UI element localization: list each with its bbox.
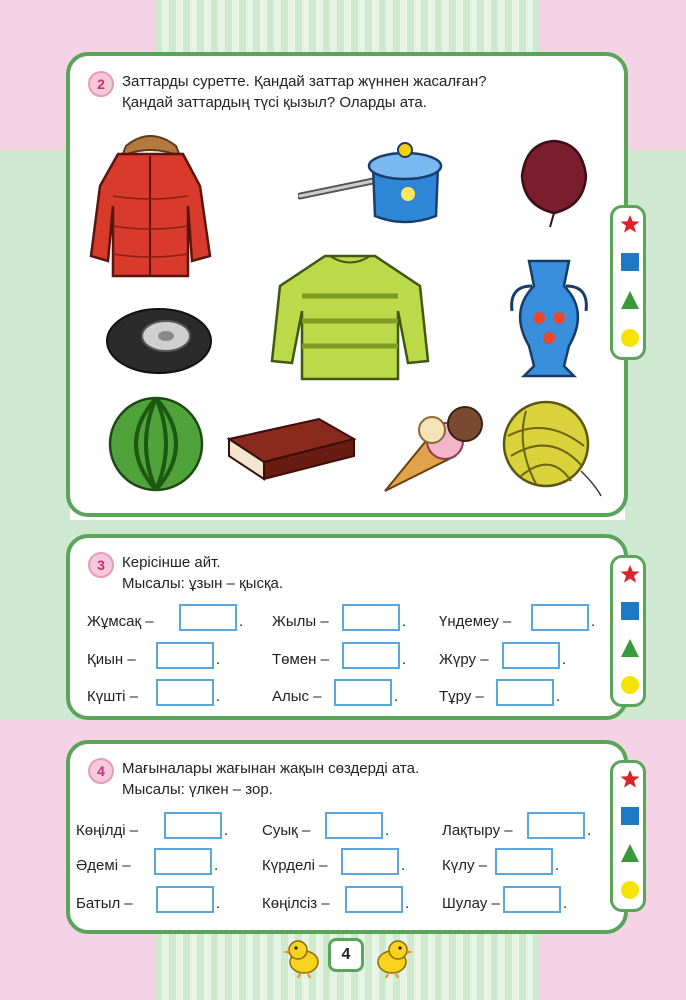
star-icon [620, 214, 640, 234]
word-label: Көңілді – [76, 822, 139, 839]
period: . [224, 822, 229, 839]
square-icon [620, 252, 640, 272]
word-label: Суық – [262, 822, 311, 839]
period: . [216, 895, 221, 912]
answer-box[interactable] [164, 812, 222, 839]
word-label: Төмен – [272, 651, 329, 668]
period: . [214, 857, 219, 874]
word-label: Тұру – [439, 688, 484, 705]
saucepan-picture [298, 136, 448, 231]
word-label: Жылы – [272, 613, 329, 630]
yarn-ball-picture [496, 396, 606, 501]
beetroot-picture [514, 131, 594, 231]
answer-box[interactable] [502, 642, 560, 669]
star-icon [620, 564, 640, 584]
background-stripes-top [155, 0, 540, 60]
word-label: Лақтыру – [442, 822, 513, 839]
blue-vase-picture [504, 256, 594, 381]
word-label: Күрделі – [262, 857, 328, 874]
triangle-icon [620, 638, 640, 658]
period: . [385, 822, 390, 839]
ice-cream-picture [380, 396, 490, 496]
task-4-panel [66, 740, 628, 934]
word-label: Жұмсақ – [87, 613, 154, 630]
task-3-instruction-line-1: Керісінше айт. [122, 554, 221, 571]
shape-tab [610, 555, 646, 707]
task-number-badge: 4 [88, 758, 114, 784]
period: . [216, 688, 221, 705]
word-label: Күлу – [442, 857, 487, 874]
circle-icon [620, 675, 640, 695]
period: . [563, 895, 568, 912]
period: . [555, 857, 560, 874]
answer-box[interactable] [156, 642, 214, 669]
word-label: Қиын – [87, 651, 136, 668]
square-icon [620, 806, 640, 826]
square-icon [620, 601, 640, 621]
answer-box[interactable] [527, 812, 585, 839]
book-picture [224, 414, 359, 484]
word-label: Алыс – [272, 688, 322, 705]
task-2-instruction-line-2: Қандай заттардың түсі қызыл? Оларды ата. [122, 94, 427, 111]
answer-box[interactable] [495, 848, 553, 875]
green-sweater-picture [270, 251, 430, 386]
task-3-panel [66, 534, 628, 720]
word-label: Батыл – [76, 895, 133, 912]
task-number-badge: 3 [88, 552, 114, 578]
answer-box[interactable] [496, 679, 554, 706]
circle-icon [620, 880, 640, 900]
answer-box[interactable] [156, 886, 214, 913]
period: . [591, 613, 596, 630]
task-4-instruction-line-1: Мағыналары жағынан жақын сөздерді ата. [122, 760, 420, 777]
answer-box[interactable] [503, 886, 561, 913]
period: . [405, 895, 410, 912]
answer-box[interactable] [345, 886, 403, 913]
task-2-panel [66, 52, 628, 517]
shape-tab [610, 205, 646, 360]
answer-box[interactable] [179, 604, 237, 631]
period: . [587, 822, 592, 839]
tire-picture [104, 306, 214, 376]
task-4-example: Мысалы: үлкен – зор. [122, 781, 273, 798]
answer-box[interactable] [531, 604, 589, 631]
circle-icon [620, 328, 640, 348]
star-icon [620, 769, 640, 789]
task-3-example: Мысалы: ұзын – қысқа. [122, 575, 284, 592]
answer-box[interactable] [156, 679, 214, 706]
word-label: Әдемі – [76, 857, 131, 874]
period: . [394, 688, 399, 705]
answer-box[interactable] [334, 679, 392, 706]
period: . [401, 857, 406, 874]
answer-box[interactable] [342, 642, 400, 669]
answer-box[interactable] [325, 812, 383, 839]
answer-box[interactable] [341, 848, 399, 875]
triangle-icon [620, 843, 640, 863]
word-label: Күшті – [87, 688, 138, 705]
triangle-icon [620, 290, 640, 310]
period: . [402, 613, 407, 630]
answer-box[interactable] [342, 604, 400, 631]
answer-box[interactable] [154, 848, 212, 875]
chick-icon [372, 936, 414, 978]
chick-icon [282, 936, 324, 978]
word-label: Шулау – [442, 895, 500, 912]
page-number: 4 [328, 938, 364, 972]
task-2-instruction-line-1: Заттарды суретте. Қандай заттар жүннен жасалған? [122, 73, 487, 90]
period: . [216, 651, 221, 668]
red-jacket-picture [88, 126, 213, 286]
period: . [402, 651, 407, 668]
period: . [556, 688, 561, 705]
period: . [239, 613, 244, 630]
task-number-badge: 2 [88, 71, 114, 97]
shape-tab [610, 760, 646, 912]
watermelon-picture [106, 394, 206, 494]
word-label: Жүру – [439, 651, 489, 668]
word-label: Көңілсіз – [262, 895, 330, 912]
word-label: Үндемеу – [439, 613, 512, 630]
period: . [562, 651, 567, 668]
